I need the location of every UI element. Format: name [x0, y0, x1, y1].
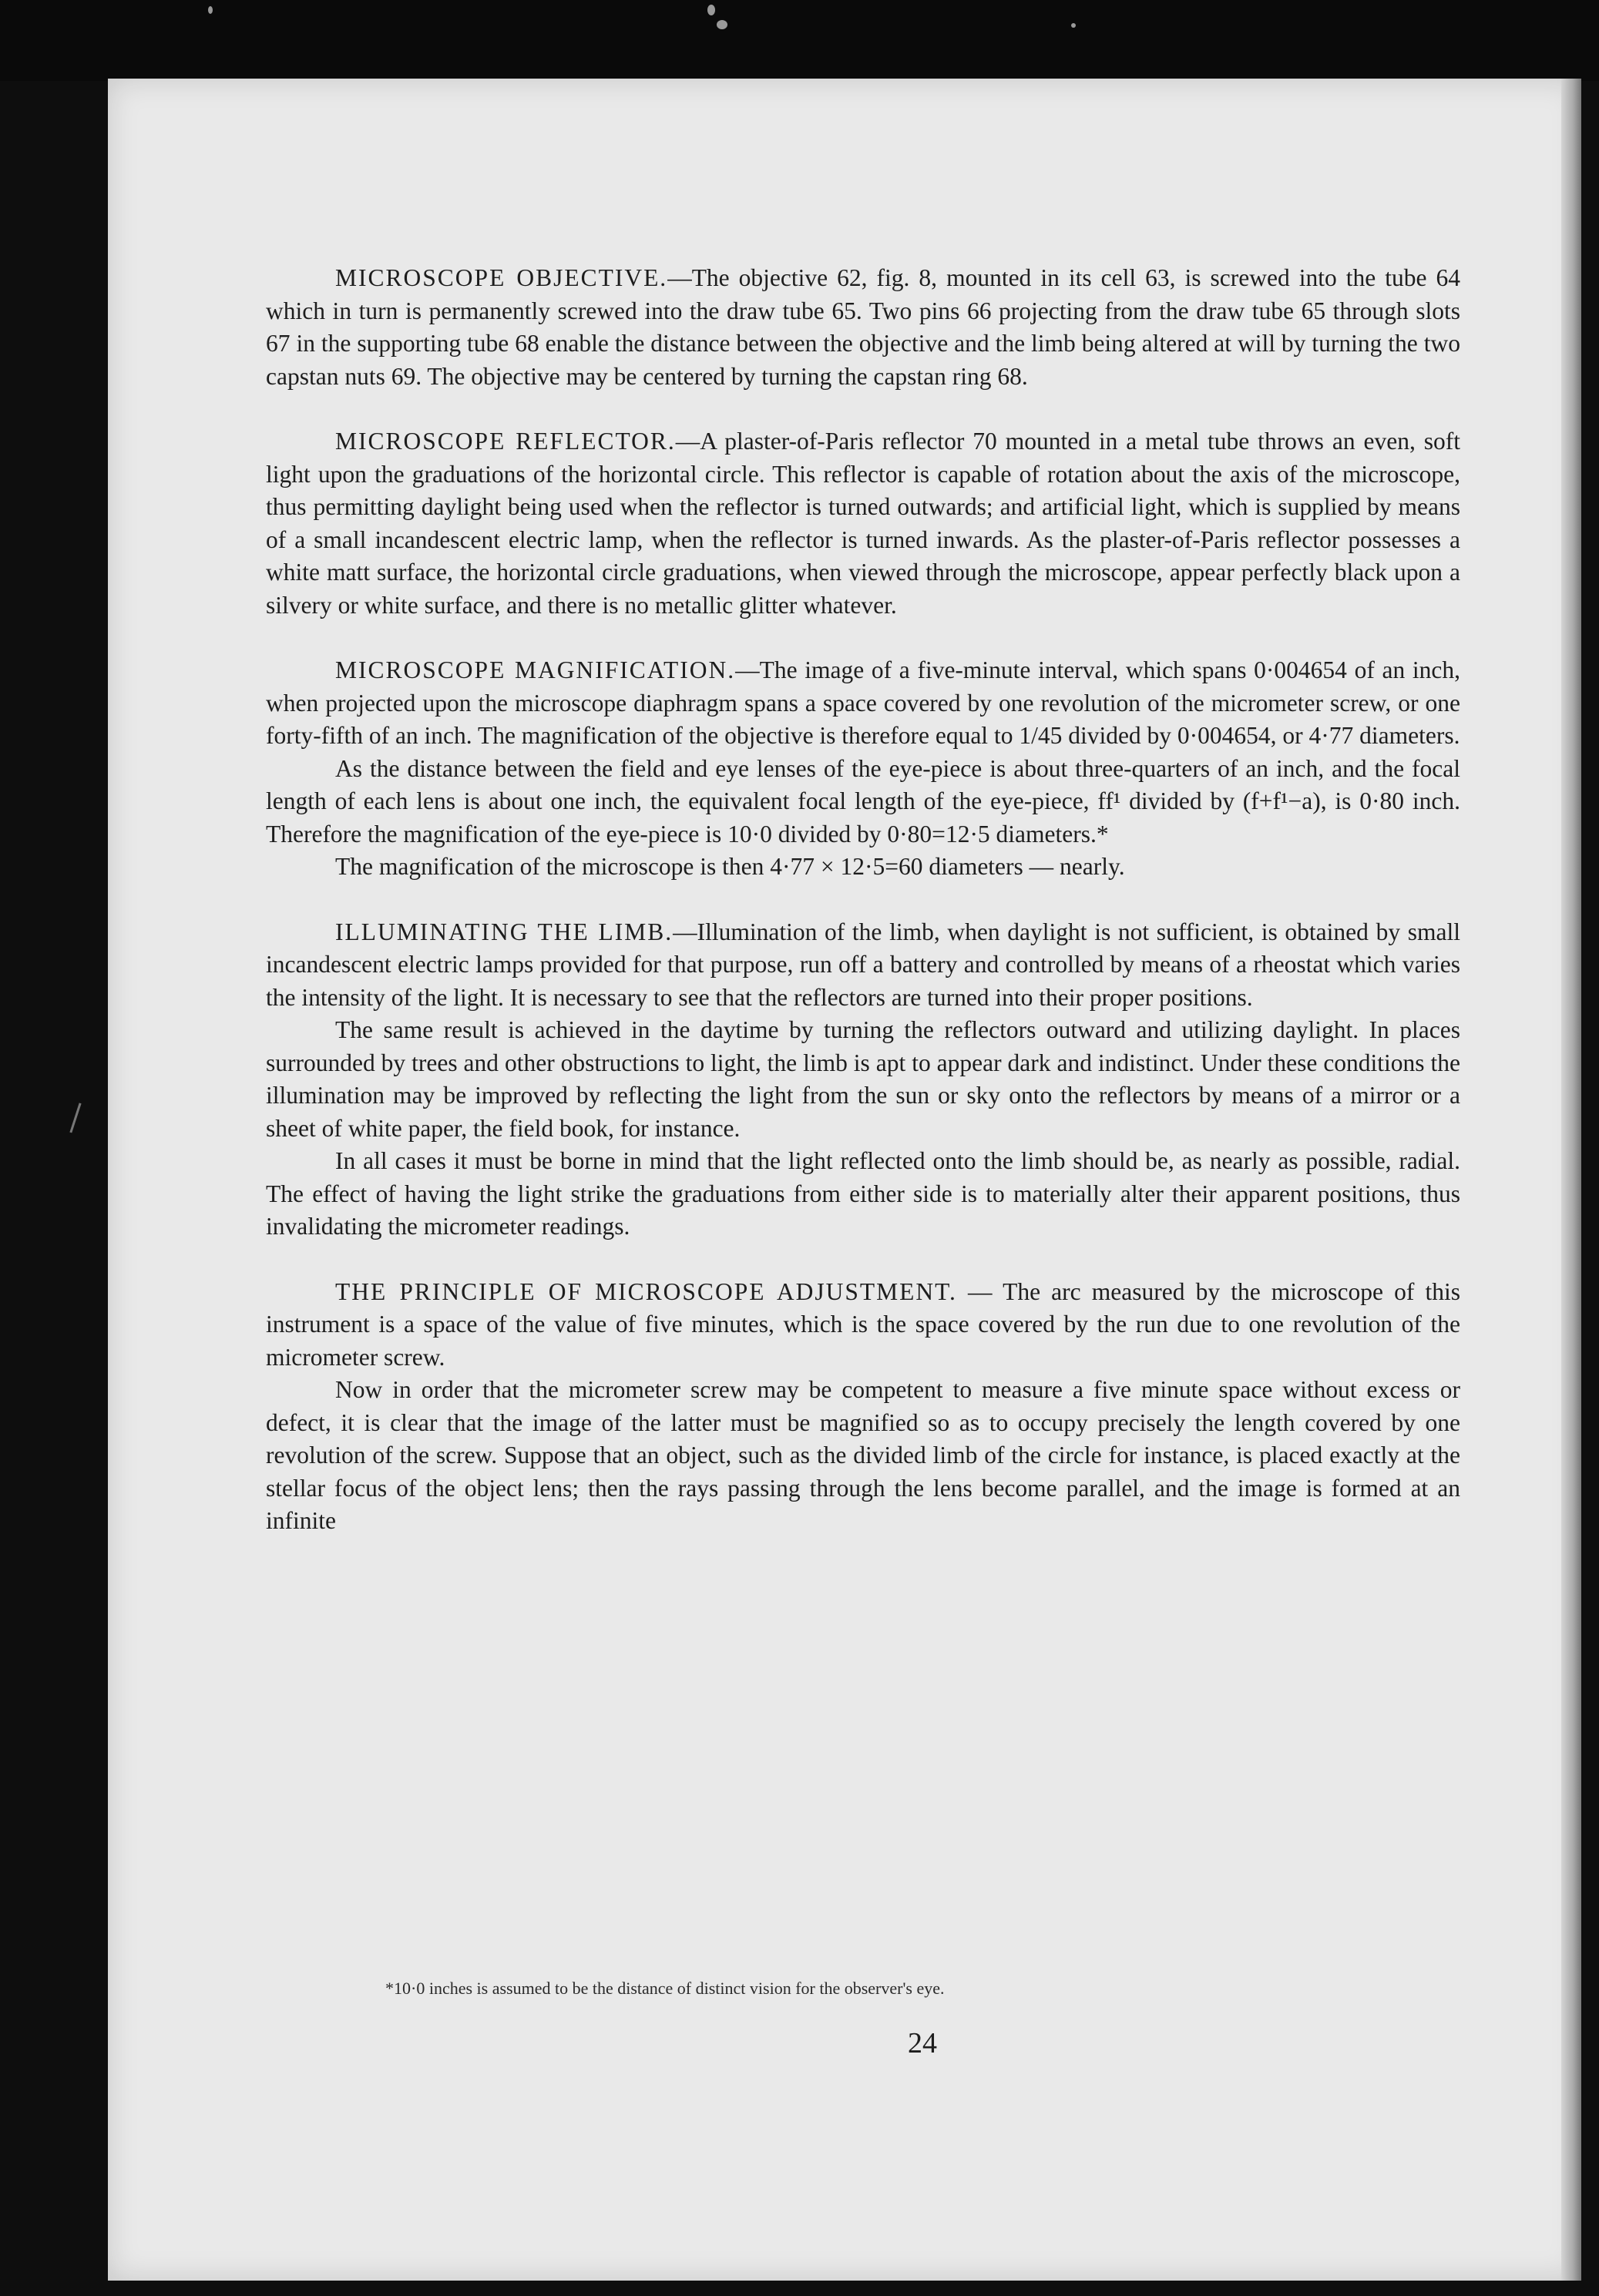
paragraph-text: — The arc measured by the microscope of this instrument is a space of the value of five minutes, which is the space covered by the run due to one revolution of the micrometer screw. — [266, 1277, 1461, 1371]
page-number: 24 — [908, 2027, 937, 2059]
scan-mark — [69, 1103, 96, 1137]
section-title: MICROSCOPE MAGNIFICATION. — [335, 656, 736, 683]
section-title: MICROSCOPE OBJECTIVE. — [335, 264, 668, 291]
paragraph-text: The same result is achieved in the daytime by turning the reflectors outward and utilizing daylight. In places surrounded by trees and other obstructions to light, the limb is apt to appear dark and indistinct. Under these conditions the illumination may be improved by reflecting the light from the sun or sky onto the reflectors by means of a mirror or a sheet of white paper, the field book, for instance. — [266, 1016, 1460, 1142]
paragraph-principle-adjustment — [266, 1276, 1460, 1375]
paragraph-eyepiece — [266, 753, 1460, 851]
paragraph-micrometer-screw — [266, 1374, 1460, 1538]
paragraph-text: —Illumination of the limb, when daylight is not sufficient, is obtained by small incandescent electric lamps provided for that purpose, run off a battery and controlled by means of a rheostat which varies the intensity of the light. It is necessary to see that the reflectors are turned into their proper positions. — [266, 918, 1460, 1011]
paragraph-text: —The objective 62, fig. 8, mounted in its cell 63, is screwed into the tube 64 which in turn is permanently screwed into the draw tube 65. Two pins 66 projecting from the draw tube 65 through slots 67 in the supporting tube 68 enable the distance between the objective and the limb being altered at will by turning the two capstan nuts 69. The objective may be centered by turning the capstan ring 68. — [266, 264, 1460, 390]
page-edge — [1561, 79, 1581, 2281]
scan-speck — [717, 20, 727, 29]
paragraph-text: Now in order that the micrometer screw may be competent to measure a five minute space without excess or defect, it is clear that the image of the latter must be magnified so as to occupy precisely the length covered by one revolution of the screw. Suppose that an object, such as the divided limb of the circle for instance, is placed exactly at the stellar focus of the object lens; then the rays passing through the lens become parallel, and the image is formed at an infinite — [266, 1376, 1460, 1534]
section-title: THE PRINCIPLE OF MICROSCOPE ADJUSTMENT. — [335, 1277, 957, 1305]
paragraph-daylight — [266, 1014, 1460, 1145]
paragraph-total-magnification — [266, 851, 1460, 884]
scan-speck — [1071, 23, 1076, 28]
scan-border-top — [0, 0, 1599, 81]
paragraph-text: The magnification of the microscope is then 4·77 × 12·5=60 diameters — nearly. — [335, 853, 1125, 880]
paragraph-radial-light — [266, 1145, 1460, 1244]
section-title: ILLUMINATING THE LIMB. — [335, 918, 674, 945]
scan-speck — [208, 6, 213, 14]
section-title: MICROSCOPE REFLECTOR. — [335, 428, 676, 455]
paragraph-illuminating-limb — [266, 916, 1460, 1015]
paragraph-microscope-objective — [266, 262, 1460, 393]
paragraph-microscope-magnification — [266, 654, 1460, 753]
body-text — [266, 262, 1460, 1538]
paragraph-text: As the distance between the field and eye lenses of the eye-piece is about three-quarters of an inch, and the focal length of each lens is about one inch, the equivalent focal length of the eye-piece, ff¹ divided by (f+f¹−a), is 0·80 inch. Therefore the magnification of the eye-piece is 10·0 divided by 0·80=12·5 diameters.* — [266, 754, 1460, 848]
footnote: *10·0 inches is assumed to be the distance of distinct vision for the observer's eye. — [385, 1979, 945, 1998]
paragraph-text: In all cases it must be borne in mind that the light reflected onto the limb should be, as nearly as possible, radial. The effect of having the light strike the graduations from either side is to materially alter their apparent positions, thus invalidating the micrometer readings. — [266, 1147, 1460, 1240]
paragraph-microscope-reflector — [266, 425, 1460, 622]
paragraph-text: —A plaster-of-Paris reflector 70 mounted in a metal tube throws an even, soft light upon the graduations of the horizontal circle. This reflector is capable of rotation about the axis of the microscope, thus permitting daylight being used when the reflector is turned outwards; and artificial light, which is supplied by means of a small incandescent electric lamp, when the reflector is turned inwards. As the plaster-of-Paris reflector possesses a white matt surface, the horizontal circle graduations, when viewed through the microscope, appear perfectly black upon a silvery or white surface, and there is no metallic glitter whatever. — [266, 428, 1461, 619]
scan-speck — [707, 5, 715, 15]
paragraph-text: —The image of a five-minute interval, which spans 0·004654 of an inch, when projected upon the microscope diaphragm spans a space covered by one revolution of the micrometer screw, or one forty-fifth of an inch. The magnification of the objective is therefore equal to 1/45 divided by 0·004654, or 4·77 diameters. — [266, 656, 1460, 749]
